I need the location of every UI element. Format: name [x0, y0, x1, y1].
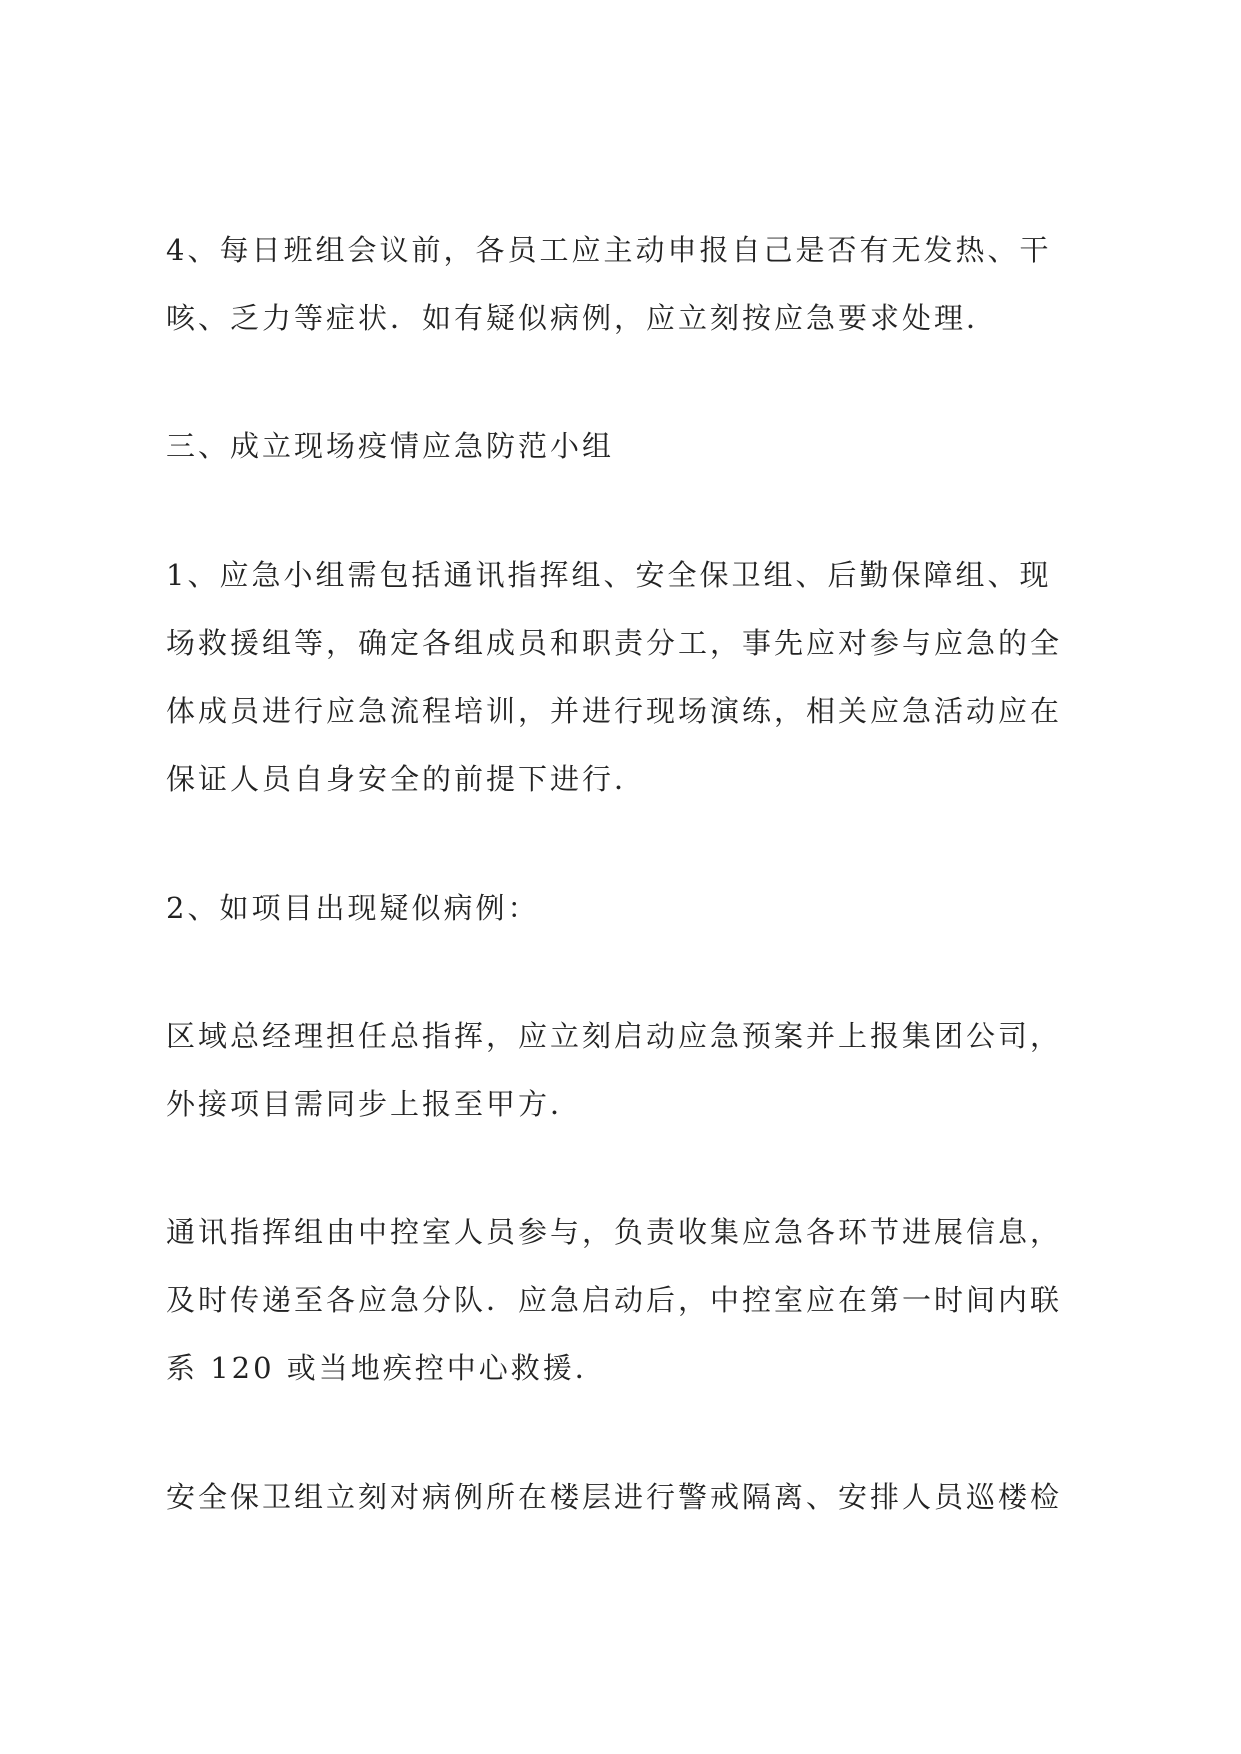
paragraph-comms-line-1: 通讯指挥组由中控室人员参与，负责收集应急各环节进展信息，: [166, 1215, 1063, 1249]
paragraph-2-line-1: 2、如项目出现疑似病例：: [166, 891, 540, 925]
section-heading-3: 三、成立现场疫情应急防范小组: [166, 429, 615, 463]
paragraph-1-line-3: 体成员进行应急流程培训，并进行现场演练，相关应急活动应在: [166, 694, 1063, 728]
paragraph-1-line-4: 保证人员自身安全的前提下进行．: [166, 762, 647, 796]
paragraph-1-line-2: 场救援组等，确定各组成员和职责分工，事先应对参与应急的全: [166, 626, 1063, 660]
paragraph-1-line-1: 1、应急小组需包括通讯指挥组、安全保卫组、后勤保障组、现: [166, 558, 1052, 592]
paragraph-4-line-2: 咳、乏力等症状．如有疑似病例，应立刻按应急要求处理．: [166, 301, 999, 335]
paragraph-security-line-1: 安全保卫组立刻对病例所在楼层进行警戒隔离、安排人员巡楼检: [166, 1480, 1063, 1514]
paragraph-comms-line-2: 及时传递至各应急分队．应急启动后，中控室应在第一时间内联: [166, 1283, 1063, 1317]
paragraph-commander-line-1: 区域总经理担任总指挥，应立刻启动应急预案并上报集团公司，: [166, 1019, 1063, 1053]
paragraph-commander-line-2: 外接项目需同步上报至甲方．: [166, 1087, 583, 1121]
paragraph-comms-line-3: 系 120 或当地疾控中心救援．: [166, 1351, 607, 1385]
paragraph-4-line-1: 4、每日班组会议前，各员工应主动申报自己是否有无发热、干: [166, 233, 1052, 267]
